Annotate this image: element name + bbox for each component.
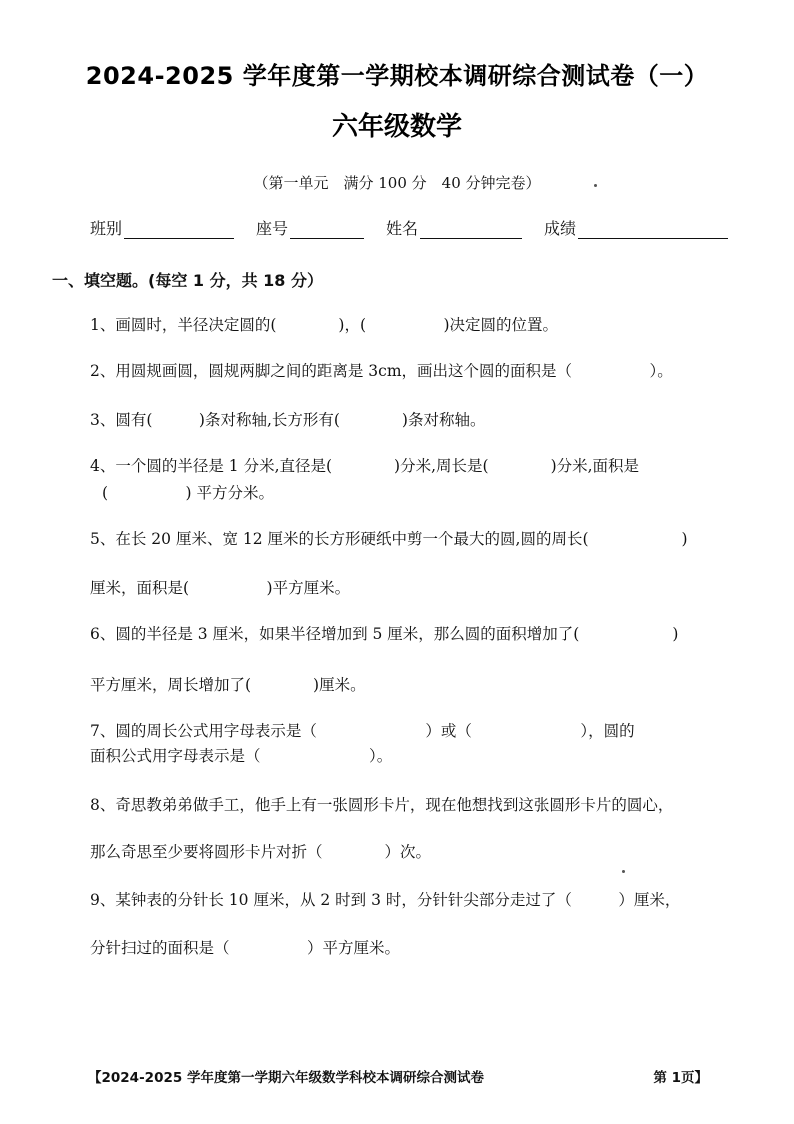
question-3: 3、圆有( )条对称轴,长方形有( )条对称轴。 <box>90 411 486 429</box>
question-5-line-2: 厘米，面积是( )平方厘米。 <box>90 579 351 597</box>
question-6-line-1: 6、圆的半径是 3 厘米，如果半径增加到 5 厘米，那么圆的面积增加了( ) <box>90 625 679 643</box>
question-8-line-1: 8、奇思教弟弟做手工，他手上有一张圆形卡片，现在他想找到这张圆形卡片的圆心， <box>90 796 674 814</box>
exam-subtitle: （第一单元 满分 100 分 40 分钟完卷） <box>253 174 541 192</box>
exam-subject: 六年级数学 <box>331 112 462 142</box>
student-info-row <box>90 216 750 239</box>
score-label: 成绩 <box>544 219 577 238</box>
seat-label: 座号 <box>256 219 289 238</box>
question-1: 1、画圆时，半径决定圆的( )，( )决定圆的位置。 <box>90 316 559 334</box>
seat-field <box>256 216 364 239</box>
footer-page-number: 第 1页】 <box>653 1070 708 1086</box>
seat-blank[interactable] <box>290 222 364 239</box>
name-field <box>386 216 522 239</box>
scan-speck <box>622 870 625 873</box>
question-7-line-2: 面积公式用字母表示是（ ）。 <box>90 747 393 765</box>
section-fill-in-title: 一、填空题。(每空 1 分，共 18 分） <box>52 271 323 290</box>
page-footer <box>88 1066 708 1086</box>
name-blank[interactable] <box>420 222 522 239</box>
exam-title: 2024-2025 学年度第一学期校本调研综合测试卷（一） <box>85 62 709 90</box>
question-5-line-1: 5、在长 20 厘米、宽 12 厘米的长方形硬纸中剪一个最大的圆,圆的周长( ) <box>90 530 688 548</box>
question-2: 2、用圆规画圆，圆规两脚之间的距离是 3cm，画出这个圆的面积是（ ）。 <box>90 362 673 380</box>
question-9-line-2: 分针扫过的面积是（ ）平方厘米。 <box>90 939 401 957</box>
scan-speck <box>594 184 597 187</box>
class-field <box>90 216 234 239</box>
score-field <box>544 216 728 239</box>
question-6-line-2: 平方厘米，周长增加了( )厘米。 <box>90 676 366 694</box>
footer-exam-name: 【2024-2025 学年度第一学期六年级数学科校本调研综合测试卷 <box>88 1070 484 1086</box>
question-7-line-1: 7、圆的周长公式用字母表示是（ ）或（ ），圆的 <box>90 722 635 740</box>
question-4-line-1: 4、一个圆的半径是 1 分米,直径是( )分米,周长是( )分米,面积是 <box>90 457 640 475</box>
question-9-line-1: 9、某钟表的分针长 10 厘米，从 2 时到 3 时，分针针尖部分走过了（ ）厘米， <box>90 891 681 909</box>
class-label: 班别 <box>90 219 123 238</box>
question-4-line-2: ( ) 平方分米。 <box>102 484 275 502</box>
score-blank[interactable] <box>578 222 728 239</box>
class-blank[interactable] <box>124 222 234 239</box>
name-label: 姓名 <box>386 219 419 238</box>
question-8-line-2: 那么奇思至少要将圆形卡片对折（ ）次。 <box>90 843 432 861</box>
